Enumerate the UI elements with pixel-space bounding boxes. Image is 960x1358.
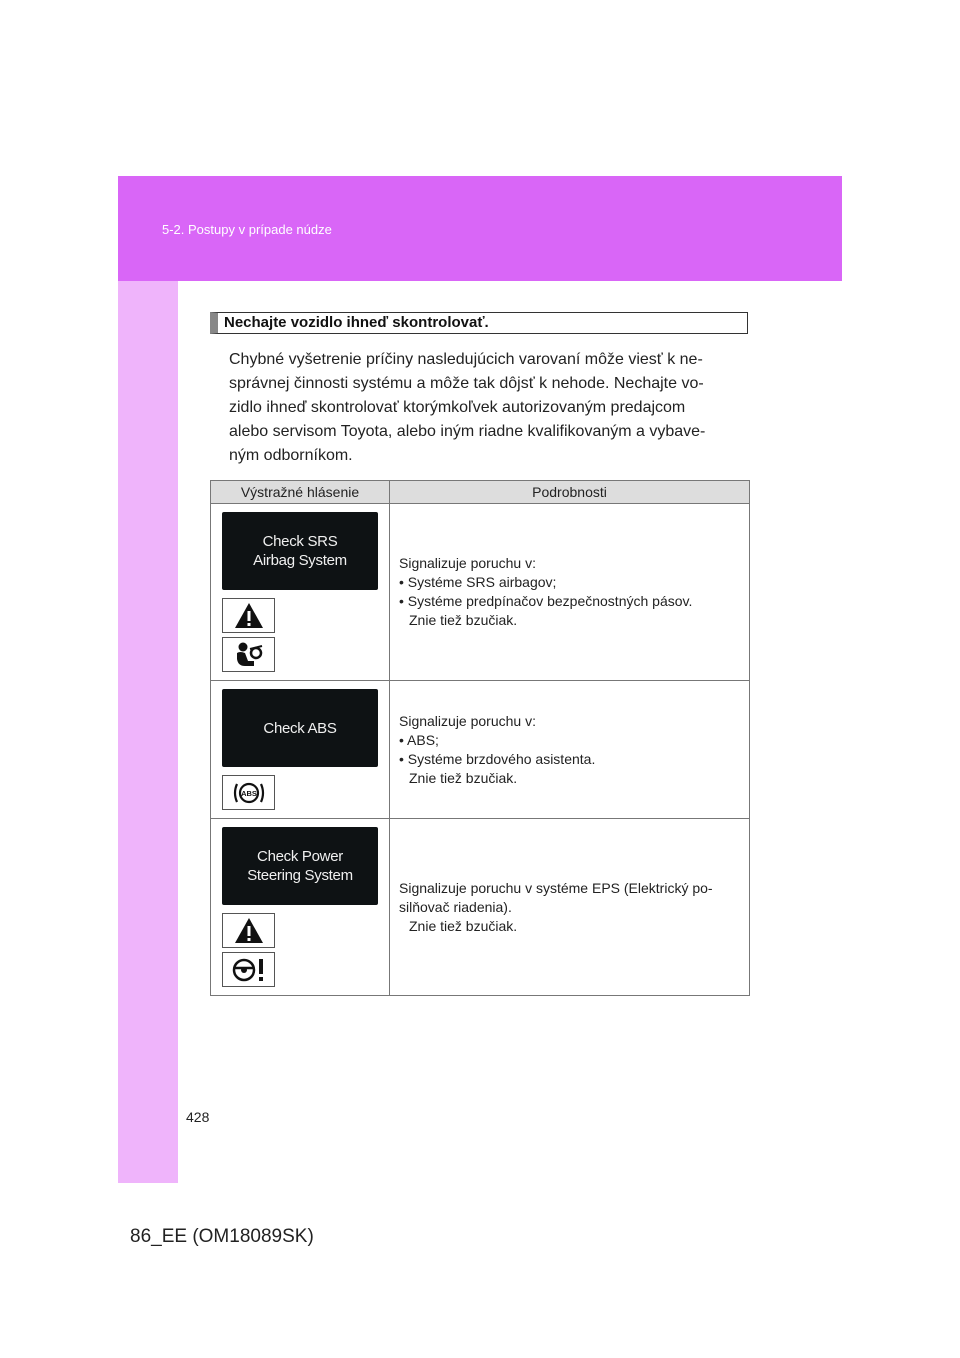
display-check-abs [222, 689, 378, 767]
warning-triangle-icon [222, 598, 275, 633]
detail-line: Znie tiež bzučiak. [409, 769, 518, 786]
display-line: Check SRS [262, 533, 338, 550]
abs-icon [222, 775, 275, 810]
detail-line: • Systéme SRS airbagov; [399, 574, 557, 590]
column-header-message: Výstražné hlásenie [211, 481, 390, 504]
detail-line: Signalizuje poruchu v: [399, 712, 536, 729]
detail-line: • ABS; [399, 731, 439, 748]
notice-body: Chybné vyšetrenie príčiny nasledujúcich varovaní môže viesť k ne- správnej činnosti systému a môže tak dôjsť k nehode. Nechajte vo- zidlo ihneď skontrolovať ktorýmkoľvek autorizovaným predajcom alebo servisom Toyota, alebo iným riadne kvalifikovaným a vybave- ným odborníkom. [229, 351, 706, 464]
detail-line: • Systéme brzdového asistenta. [399, 750, 596, 767]
svg-text:ABS: ABS [240, 788, 257, 798]
detail-line: silňovač riadenia). [399, 898, 512, 915]
display-check-power-steering [222, 827, 378, 905]
document-code: 86_EE (OM18089SK) [130, 1226, 314, 1247]
display-line: Check Power [257, 848, 343, 865]
details-cell [390, 819, 750, 996]
page-number: 428 [186, 1109, 210, 1125]
table-row [211, 681, 750, 819]
table-row [211, 504, 750, 681]
airbag-icon [222, 637, 275, 672]
column-header-details: Podrobnosti [390, 481, 750, 504]
details-cell [390, 504, 750, 681]
message-cell [211, 819, 390, 996]
warning-triangle-icon [222, 913, 275, 948]
side-strip [118, 281, 178, 1183]
detail-line: Znie tiež bzučiak. [409, 612, 518, 628]
display-check-srs [222, 512, 378, 590]
message-cell [211, 504, 390, 681]
detail-line: Znie tiež bzučiak. [409, 917, 518, 934]
table-header-row [211, 481, 750, 504]
section-title: 5-2. Postupy v prípade núdze [162, 222, 332, 237]
notice-heading: Nechajte vozidlo ihneď skontrolovať. [210, 312, 748, 334]
message-cell [211, 681, 390, 819]
detail-line: Signalizuje poruchu v systéme EPS (Elektrický po- [399, 879, 713, 896]
detail-line: Signalizuje poruchu v: [399, 555, 536, 571]
detail-line: • Systéme predpínačov bezpečnostných pásov. [399, 593, 693, 609]
power-steering-icon [222, 952, 275, 987]
table-row [211, 819, 750, 996]
warning-table [210, 480, 750, 996]
display-line: Check ABS [263, 719, 337, 737]
display-line: Airbag System [253, 552, 347, 569]
display-line: Steering System [247, 867, 353, 884]
details-cell [390, 681, 750, 819]
